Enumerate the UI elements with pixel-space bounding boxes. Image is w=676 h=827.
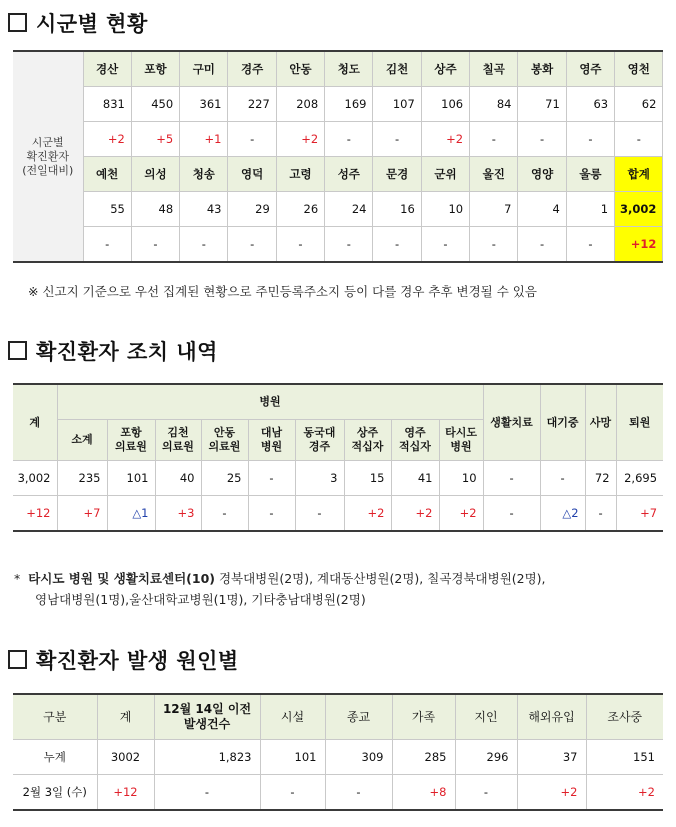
region-change: - <box>615 122 663 157</box>
region-change: - <box>83 227 131 263</box>
cause-row-label: 2월 3일 (수) <box>13 775 97 811</box>
section-title-measures: 확진환자 조치 내역 <box>8 336 218 366</box>
measure-change: - <box>248 496 295 532</box>
region-count: 48 <box>131 192 179 227</box>
region-count: 29 <box>228 192 276 227</box>
measure-change: +12 <box>13 496 57 532</box>
region-change: - <box>373 122 421 157</box>
cause-value: 1,823 <box>154 740 260 775</box>
cause-header: 가족 <box>392 694 455 740</box>
checkbox-icon <box>8 13 27 32</box>
measure-count: 41 <box>391 461 439 496</box>
header-hospital-col: 동국대 경주 <box>295 420 344 461</box>
header-total: 계 <box>13 384 57 461</box>
section-title-regional: 시군별 현황 <box>8 8 148 38</box>
region-change: - <box>421 227 469 263</box>
region-name: 영양 <box>518 157 566 192</box>
cause-value: - <box>325 775 392 811</box>
hospital-footnote: * 타시도 병원 및 생활치료센터(10) 경북대병원(2명), 계대동산병원(2명), 칠곡경북대병원(2명), 영남대병원(1명),울산대학교병원(1명), 기타충남대병원(2명) <box>14 571 546 607</box>
measure-count: 3 <box>295 461 344 496</box>
region-count: 43 <box>180 192 228 227</box>
region-change: - <box>325 227 373 263</box>
region-change: - <box>180 227 228 263</box>
cause-value: 285 <box>392 740 455 775</box>
region-name: 예천 <box>83 157 131 192</box>
region-name: 영주 <box>566 51 614 87</box>
cause-value: +2 <box>517 775 586 811</box>
measures-table <box>13 383 663 532</box>
cause-header: 12월 14일 이전 발생건수 <box>154 694 260 740</box>
region-count: 208 <box>276 87 324 122</box>
cause-header: 해외유입 <box>517 694 586 740</box>
cause-header: 시설 <box>260 694 325 740</box>
region-name: 영천 <box>615 51 663 87</box>
cause-header: 구분 <box>13 694 97 740</box>
region-name: 영덕 <box>228 157 276 192</box>
region-count: 7 <box>470 192 518 227</box>
region-count: 4 <box>518 192 566 227</box>
header-hospital-col: 김천 의료원 <box>155 420 201 461</box>
cause-value: 296 <box>455 740 517 775</box>
cause-value: +8 <box>392 775 455 811</box>
region-name: 경주 <box>228 51 276 87</box>
regional-note: ※ 신고지 기준으로 우선 집계된 현황으로 주민등록주소지 등이 다를 경우 추후 변경될 수 있음 <box>28 284 537 299</box>
header-hospital: 병원 <box>57 384 483 420</box>
region-name: 의성 <box>131 157 179 192</box>
header-hospital-col: 타시도 병원 <box>439 420 483 461</box>
region-change: +1 <box>180 122 228 157</box>
region-count: 26 <box>276 192 324 227</box>
measure-change: +2 <box>344 496 391 532</box>
region-change: +2 <box>421 122 469 157</box>
region-name: 고령 <box>276 157 324 192</box>
header-hospital-col: 포항 의료원 <box>107 420 155 461</box>
measure-count: 101 <box>107 461 155 496</box>
cause-header: 조사중 <box>586 694 663 740</box>
region-change: - <box>373 227 421 263</box>
measure-count: 2,695 <box>616 461 663 496</box>
region-change: - <box>470 122 518 157</box>
region-change: +2 <box>276 122 324 157</box>
measure-change: - <box>201 496 248 532</box>
measure-count: - <box>540 461 585 496</box>
cause-value: 309 <box>325 740 392 775</box>
region-count: 831 <box>83 87 131 122</box>
region-count: 16 <box>373 192 421 227</box>
region-name: 청송 <box>180 157 228 192</box>
measure-change: +7 <box>57 496 107 532</box>
region-count: 450 <box>131 87 179 122</box>
checkbox-icon <box>8 341 27 360</box>
cause-value: - <box>154 775 260 811</box>
cause-row-label: 누계 <box>13 740 97 775</box>
region-count: 55 <box>83 192 131 227</box>
region-change: - <box>131 227 179 263</box>
measure-count: 25 <box>201 461 248 496</box>
region-count: 24 <box>325 192 373 227</box>
region-count: 227 <box>228 87 276 122</box>
region-count: 63 <box>566 87 614 122</box>
section-title-causes: 확진환자 발생 원인별 <box>8 645 239 675</box>
header-hospital-col: 상주 적십자 <box>344 420 391 461</box>
measure-change: - <box>483 496 540 532</box>
cause-value: - <box>260 775 325 811</box>
region-name: 성주 <box>325 157 373 192</box>
header-discharge: 퇴원 <box>616 384 663 461</box>
header-waiting: 대기중 <box>540 384 585 461</box>
region-name: 합계 <box>615 157 663 192</box>
region-change: +5 <box>131 122 179 157</box>
region-count: 1 <box>566 192 614 227</box>
measure-change: +2 <box>391 496 439 532</box>
region-count: 62 <box>615 87 663 122</box>
header-hospital-col: 영주 적십자 <box>391 420 439 461</box>
region-change: +12 <box>615 227 663 263</box>
region-count: 169 <box>325 87 373 122</box>
region-count: 3,002 <box>615 192 663 227</box>
header-life-treatment: 생활치료 <box>483 384 540 461</box>
cause-value: +2 <box>586 775 663 811</box>
cause-value: +12 <box>97 775 154 811</box>
region-count: 361 <box>180 87 228 122</box>
cause-value: 37 <box>517 740 586 775</box>
measure-change: △1 <box>107 496 155 532</box>
header-hospital-col: 안동 의료원 <box>201 420 248 461</box>
measure-count: - <box>483 461 540 496</box>
cause-value: 101 <box>260 740 325 775</box>
region-name: 울진 <box>470 157 518 192</box>
measure-change: +7 <box>616 496 663 532</box>
region-count: 10 <box>421 192 469 227</box>
cause-header: 종교 <box>325 694 392 740</box>
measure-count: 235 <box>57 461 107 496</box>
region-change: - <box>518 227 566 263</box>
header-death: 사망 <box>585 384 616 461</box>
side-label: 시군별 확진환자 (전일대비) <box>13 51 83 262</box>
region-change: - <box>228 122 276 157</box>
region-name: 군위 <box>421 157 469 192</box>
region-name: 경산 <box>83 51 131 87</box>
region-name: 울릉 <box>566 157 614 192</box>
region-change: - <box>276 227 324 263</box>
region-name: 칠곡 <box>470 51 518 87</box>
region-count: 71 <box>518 87 566 122</box>
region-name: 봉화 <box>518 51 566 87</box>
cause-value: 3002 <box>97 740 154 775</box>
cause-header: 계 <box>97 694 154 740</box>
measure-change: △2 <box>540 496 585 532</box>
region-count: 106 <box>421 87 469 122</box>
region-name: 포항 <box>131 51 179 87</box>
region-change: - <box>566 227 614 263</box>
measure-change: - <box>295 496 344 532</box>
regional-table <box>13 50 663 263</box>
measure-change: +3 <box>155 496 201 532</box>
header-hospital-col: 소계 <box>57 420 107 461</box>
region-change: - <box>470 227 518 263</box>
region-change: - <box>228 227 276 263</box>
measure-change: +2 <box>439 496 483 532</box>
region-count: 107 <box>373 87 421 122</box>
measure-count: 10 <box>439 461 483 496</box>
measure-change: - <box>585 496 616 532</box>
region-change: - <box>566 122 614 157</box>
cause-header: 지인 <box>455 694 517 740</box>
region-change: - <box>518 122 566 157</box>
region-name: 안동 <box>276 51 324 87</box>
measure-count: 15 <box>344 461 391 496</box>
region-name: 문경 <box>373 157 421 192</box>
causes-table <box>13 693 663 811</box>
cause-value: - <box>455 775 517 811</box>
measure-count: 3,002 <box>13 461 57 496</box>
measure-count: - <box>248 461 295 496</box>
region-name: 청도 <box>325 51 373 87</box>
measure-count: 72 <box>585 461 616 496</box>
region-change: +2 <box>83 122 131 157</box>
region-change: - <box>325 122 373 157</box>
cause-value: 151 <box>586 740 663 775</box>
region-count: 84 <box>470 87 518 122</box>
region-name: 상주 <box>421 51 469 87</box>
checkbox-icon <box>8 650 27 669</box>
measure-count: 40 <box>155 461 201 496</box>
region-name: 김천 <box>373 51 421 87</box>
region-name: 구미 <box>180 51 228 87</box>
header-hospital-col: 대남 병원 <box>248 420 295 461</box>
